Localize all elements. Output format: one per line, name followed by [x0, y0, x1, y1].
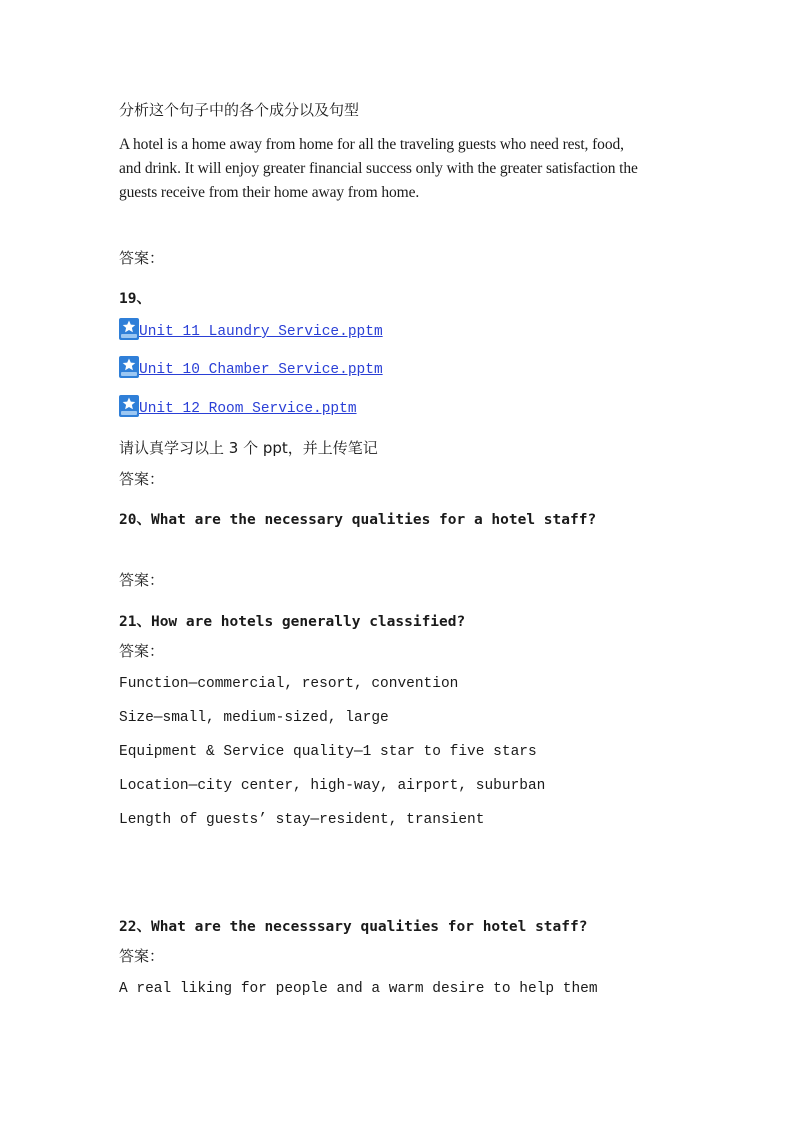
answer-line: Size—small, medium-sized, large — [119, 710, 389, 726]
question-21: 21、How are hotels generally classified? — [119, 614, 466, 630]
question-20: 20、What are the necessary qualities for a hotel staff? — [119, 512, 597, 528]
star-file-icon — [119, 395, 139, 417]
question-22: 22、What are the necesssary qualities for hotel staff? — [119, 919, 588, 935]
attachment-item[interactable] — [119, 318, 383, 340]
answer-line: Function—commercial, resort, convention — [119, 676, 459, 692]
answer-label: 答案： — [119, 642, 165, 660]
attachment-item[interactable] — [119, 356, 383, 378]
answer-label: 答案： — [119, 947, 165, 965]
answer-label: 答案： — [119, 571, 165, 589]
answer-label: 答案： — [119, 249, 165, 267]
star-file-icon — [119, 356, 139, 378]
question-19-number: 19、 — [119, 291, 151, 307]
sentence-line-3: guests receive from their home away from home. — [119, 184, 420, 201]
sentence-line-2: and drink. It will enjoy greater financial success only with the greater satisfaction the — [119, 160, 638, 177]
answer-line: A real liking for people and a warm desire to help them — [119, 981, 598, 997]
attachment-link[interactable]: Unit 11 Laundry Service.pptm — [139, 324, 383, 340]
answer-line: Location—city center, high-way, airport, suburban — [119, 778, 546, 794]
question-19-instruction: 请认真学习以上 3 个 ppt，并上传笔记 — [119, 439, 378, 457]
attachment-link[interactable]: Unit 12 Room Service.pptm — [139, 401, 357, 417]
attachment-item[interactable] — [119, 395, 357, 417]
attachment-link[interactable]: Unit 10 Chamber Service.pptm — [139, 362, 383, 378]
answer-label: 答案： — [119, 470, 165, 488]
answer-line: Equipment & Service quality—1 star to five stars — [119, 744, 537, 760]
answer-line: Length of guests’ stay—resident, transient — [119, 812, 485, 828]
sentence-line-1: A hotel is a home away from home for all the traveling guests who need rest, food, — [119, 136, 624, 153]
star-file-icon — [119, 318, 139, 340]
analysis-prompt: 分析这个句子中的各个成分以及句型 — [119, 101, 360, 119]
